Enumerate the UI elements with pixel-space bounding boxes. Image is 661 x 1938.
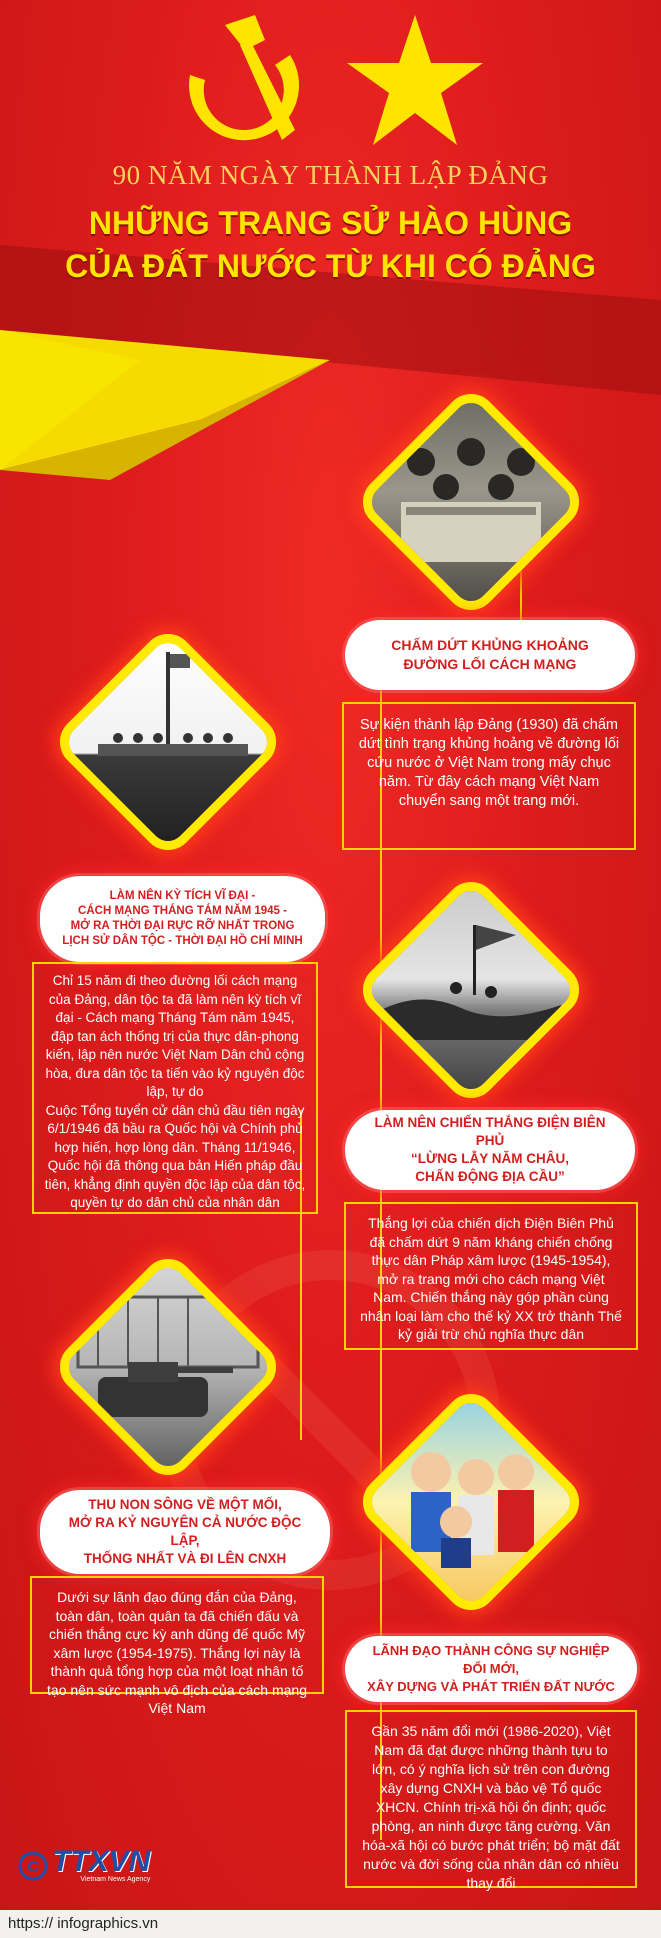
section-title-1 [345,620,635,690]
hammer-sickle-icon [170,15,315,155]
logo-text: TTXVN [52,1845,151,1878]
header-title-line2: CỦA ĐẤT NƯỚC TỪ KHI CÓ ĐẢNG [65,248,596,284]
section-text-4: Dưới sự lãnh đạo đúng đắn của Đảng, toàn dân, toàn quân ta đã chiến đấu và chiến thắng cực kỳ anh dũng đế quốc Mỹ xâm lược (1954-1975). Thắng lợi này là thành quả tổng hợp của một loạt nhân tố tạo nên sức mạnh vô địch của cách mạng Việt Nam [30,1576,324,1694]
footer-bar [0,1910,661,1938]
section-title-5 [345,1636,637,1702]
section-title-text: LÀM NÊN KỲ TÍCH VĨ ĐẠI - CÁCH MẠNG THÁNG TÁM NĂM 1945 - MỞ RA THỜI ĐẠI RỰC RỠ NHẤT TRONG LỊCH SỬ DÂN TỘC - THỜI ĐẠI HỒ CHÍ MINH [62,890,303,947]
section-title-text: LÃNH ĐẠO THÀNH CÔNG SỰ NGHIỆP ĐỔI MỚI, XÂY DỰNG VÀ PHÁT TRIỂN ĐẤT NƯỚC [367,1643,615,1694]
section-title-3 [345,1110,635,1190]
copyright-icon [18,1851,48,1881]
section-text-5: Gần 35 năm đổi mới (1986-2020), Việt Nam đã đạt được những thành tựu to lớn, có ý nghĩa lịch sử trên con đường xây dựng CNXH và bảo vệ Tổ quốc XHCN. Chính trị-xã hội ổn định; quốc phòng, an ninh được tăng cường. Văn hóa-xã hội có bước phát triển; bộ mặt đất nước và đời sống của nhân dân có nhiều thay đổi [345,1710,637,1888]
section-text-1: Sự kiện thành lập Đảng (1930) đã chấm dứt tình trạng khủng hoảng về đường lối cứu nước ở Việt Nam trong mấy chục năm. Từ đây cách mạng Việt Nam chuyển sang một trang mới. [342,702,636,850]
header-subtitle: 90 NĂM NGÀY THÀNH LẬP ĐẢNG [112,160,549,190]
section-title-2 [40,876,325,962]
section-text-3: Thắng lợi của chiến dịch Điện Biên Phủ đã chấm dứt 9 năm kháng chiến chống thực dân Pháp xâm lược (1945-1954), mở ra trang mới cho cách mạng Việt Nam. Chiến thắng này góp phần cùng nhân loại làm cho thế kỷ XX trở thành Thế kỷ giải trừ chủ nghĩa thực dân [344,1202,638,1350]
svg-text:C: C [27,1858,39,1876]
section-title-4 [40,1490,330,1574]
section-title-text: CHẤM DỨT KHỦNG KHOẢNG ĐƯỜNG LỐI CÁCH MẠNG [391,637,589,672]
ttxvn-logo [18,1845,151,1883]
footer-url[interactable]: https:// infographics.vn [8,1915,159,1932]
star-icon [345,15,485,150]
section-title-text: THU NON SÔNG VỀ MỘT MỐI, MỞ RA KỶ NGUYÊN CẢ NƯỚC ĐỘC LẬP, THỐNG NHẤT VÀ ĐI LÊN CNXH [68,1497,302,1566]
section-title-text: LÀM NÊN CHIẾN THẮNG ĐIỆN BIÊN PHỦ “LỪNG LẪY NĂM CHÂU, CHẤN ĐỘNG ĐỊA CẦU” [374,1115,606,1184]
header-title-line1: NHỮNG TRANG SỬ HÀO HÙNG [88,205,573,241]
logo-subtext: Vietnam News Agency [80,1876,151,1883]
section-text-2: Chỉ 15 năm đi theo đường lối cách mạng của Đảng, dân tộc ta đã làm nên kỳ tích vĩ đại - Cách mạng Tháng Tám năm 1945, đập tan ách thống trị của thực dân-phong kiến, lập nên nước Việt Nam Dân chủ cộng hòa, đưa dân tộc ta tiến vào kỷ nguyên độc lập, tự do Cuộc Tổng tuyển cử dân chủ đầu tiên ngày 6/1/1946 đã bầu ra Quốc hội và Chính phủ hợp hiến, hợp lòng dân. Tháng 11/1946, Quốc hội đã thông qua bản Hiến pháp đầu tiên, khẳng định quyền độc lập của dân tộc, quyền tự do dân chủ của nhân dân [32,962,318,1214]
